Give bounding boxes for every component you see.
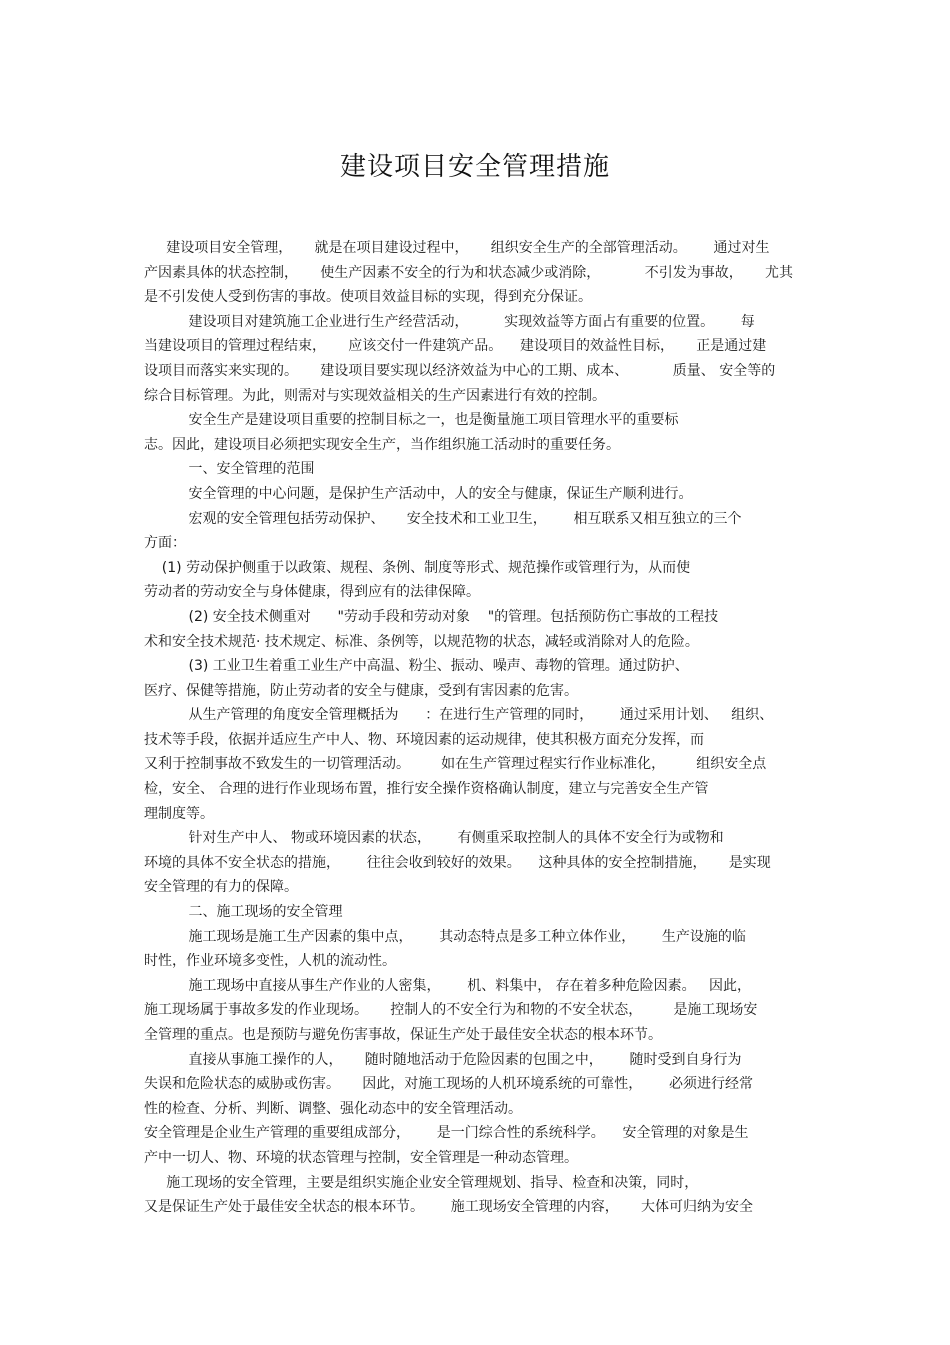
body-line: 产因素具体的状态控制， 使生产因素不安全的行为和状态减少或消除， 不引发为事故， 尤其	[144, 264, 794, 281]
body-line: 施工现场属于事故多发的作业现场。 控制人的不安全行为和物的不安全状态， 是施工现场安	[144, 1002, 758, 1019]
body-line: 理制度等。	[144, 805, 214, 822]
document-title: 建设项目安全管理措施	[339, 152, 610, 182]
body-line: 建设项目对建筑施工企业进行生产经营活动， 实现效益等方面占有重要的位置。 每	[144, 313, 755, 330]
body-line: 劳动者的劳动安全与身体健康，得到应有的法律保障。	[144, 584, 480, 601]
body-line: 技术等手段，依据并适应生产中人、物、环境因素的运动规律，使其积极方面充分发挥，而	[144, 731, 704, 748]
body-line: 建设项目安全管理， 就是在项目建设过程中， 组织安全生产的全部管理活动。 通过对生	[144, 240, 770, 256]
body-line: (3) 工业卫生着重工业生产中高温、粉尘、振动、噪声、毒物的管理。通过防护、	[144, 658, 689, 675]
body-line: 又是保证生产处于最佳安全状态的根本环节。 施工现场安全管理的内容， 大体可归纳为安全	[144, 1199, 753, 1216]
body-line: 环境的具体不安全状态的措施， 往往会收到较好的效果。 这种具体的安全控制措施， 是实现	[144, 854, 771, 871]
body-line: (1) 劳动保护侧重于以政策、规程、条例、制度等形式、规范操作或管理行为，从而使	[144, 559, 691, 576]
body-line: 安全管理的有力的保障。	[144, 879, 298, 896]
body-line: 性的检查、分析、判断、调整、强化动态中的安全管理活动。	[144, 1100, 522, 1117]
body-line: 综合目标管理。为此，则需对与实现效益相关的生产因素进行有效的控制。	[144, 387, 606, 404]
body-line: 是不引发使人受到伤害的事故。使项目效益目标的实现，得到充分保证。	[144, 289, 592, 306]
body-line: 检，安全、 合理的进行作业现场布置，推行安全操作资格确认制度，建立与完善安全生产管	[144, 781, 709, 798]
body-line: 医疗、保健等措施，防止劳动者的安全与健康，受到有害因素的危害。	[144, 682, 578, 699]
body-line: 安全管理的中心问题，是保护生产活动中，人的安全与健康，保证生产顺利进行。	[144, 485, 693, 502]
body-line: 又利于控制事故不致发生的一切管理活动。 如在生产管理过程实行作业标准化， 组织安全点	[144, 756, 767, 773]
body-line: 安全生产是建设项目重要的控制目标之一，也是衡量施工项目管理水平的重要标	[144, 412, 679, 429]
body-line: 安全管理是企业生产管理的重要组成部分， 是一门综合性的系统科学。 安全管理的对象是生	[144, 1125, 749, 1142]
body-line: 设项目而落实来实现的。 建设项目要实现以经济效益为中心的工期、成本、 质量、 安全等的	[144, 362, 776, 379]
body-line: 二、施工现场的安全管理	[144, 904, 343, 921]
body-line: 失误和危险状态的威胁或伤害。 因此，对施工现场的人机环境系统的可靠性， 必须进行经常	[144, 1076, 753, 1093]
body-line: 宏观的安全管理包括劳动保护、 安全技术和工业卫生， 相互联系又相互独立的三个	[144, 510, 742, 527]
body-line: 全管理的重点。也是预防与避免伤害事故，保证生产处于最佳安全状态的根本环节。	[144, 1027, 662, 1043]
body-line: 施工现场中直接从事生产作业的人密集， 机、料集中， 存在着多种危险因素。 因此，	[144, 977, 752, 994]
body-line: 从生产管理的角度安全管理概括为 ：在进行生产管理的同时， 通过采用计划、 组织、	[144, 707, 774, 724]
body-line: 志。因此，建设项目必须把实现安全生产，当作组织施工活动时的重要任务。	[144, 436, 620, 453]
body-line: 产中一切人、物、环境的状态管理与控制，安全管理是一种动态管理。	[144, 1149, 578, 1166]
body-line: 施工现场的安全管理，主要是组织实施企业安全管理规划、指导、检查和决策，同时，	[144, 1174, 699, 1191]
body-line: 施工现场是施工生产因素的集中点， 其动态特点是多工种立体作业， 生产设施的临	[144, 928, 746, 945]
body-line: (2) 安全技术侧重对 "劳动手段和劳动对象 "的管理。包括预防伤亡事故的工程技	[144, 608, 719, 625]
body-line: 一、安全管理的范围	[144, 461, 315, 478]
body-line: 术和安全技术规范· 技术规定、标准、条例等，以规范物的状态，减轻或消除对人的危险。	[144, 633, 699, 650]
body-line: 针对生产中人、 物或环境因素的状态， 有侧重采取控制人的具体不安全行为或物和	[144, 830, 724, 847]
body-line: 时性，作业环境多变性，人机的流动性。	[144, 953, 396, 970]
document-body	[144, 236, 808, 1220]
body-line: 当建设项目的管理过程结束， 应该交付一件建筑产品。 建设项目的效益性目标， 正是通过建	[144, 338, 767, 355]
body-line: 方面：	[144, 535, 186, 552]
body-line: 直接从事施工操作的人， 随时随地活动于危险因素的包围之中， 随时受到自身行为	[144, 1051, 742, 1068]
